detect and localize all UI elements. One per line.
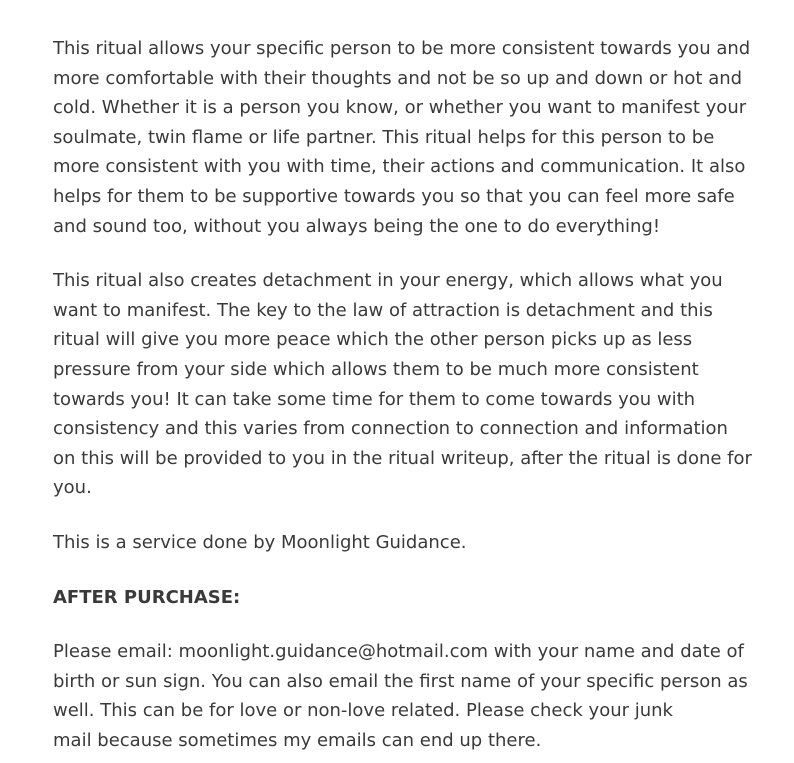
text-line: more comfortable with their thoughts and not be so up and down or hot and xyxy=(53,67,743,89)
text-line: you. xyxy=(53,477,92,499)
description-paragraph-detachment xyxy=(53,266,753,503)
text-line: mail because sometimes my emails can end up there. xyxy=(53,729,542,751)
text-line: This ritual also creates detachment in your energy, which allows what you xyxy=(53,270,723,292)
text-line: more consistent with you with time, their actions and communication. It also xyxy=(53,156,746,178)
text-line: towards you! It can take some time for them to come towards you with xyxy=(53,388,696,410)
text-line: birth or sun sign. You can also email the first name of your specific person as xyxy=(53,670,748,692)
description-paragraph-consistency xyxy=(53,34,753,241)
text-line: pressure from your side which allows them to be much more consistent xyxy=(53,358,699,380)
text-line: and sound too, without you always being the one to do everything! xyxy=(53,215,661,237)
text-line: cold. Whether it is a person you know, or whether you want to manifest your xyxy=(53,97,747,119)
text-line: on this will be provided to you in the ritual writeup, after the ritual is done for xyxy=(53,447,752,469)
service-provider-note: This is a service done by Moonlight Guidance. xyxy=(53,531,467,553)
after-purchase-heading: AFTER PURCHASE: xyxy=(53,586,241,608)
text-line: well. This can be for love or non-love related. Please check your junk xyxy=(53,700,673,722)
text-line: consistency and this varies from connection to connection and information xyxy=(53,418,728,440)
text-line: want to manifest. The key to the law of attraction is detachment and this xyxy=(53,299,713,321)
product-description xyxy=(53,34,753,755)
text-line: ritual will give you more peace which the other person picks up as less xyxy=(53,329,693,351)
text-line: Please email: moonlight.guidance@hotmail.com with your name and date of xyxy=(53,641,744,663)
after-purchase-instructions xyxy=(53,637,753,755)
text-line: This ritual allows your specific person to be more consistent towards you and xyxy=(53,38,751,59)
text-line: helps for them to be supportive towards you so that you can feel more safe xyxy=(53,185,735,207)
text-line: soulmate, twin flame or life partner. This ritual helps for this person to be xyxy=(53,126,715,148)
